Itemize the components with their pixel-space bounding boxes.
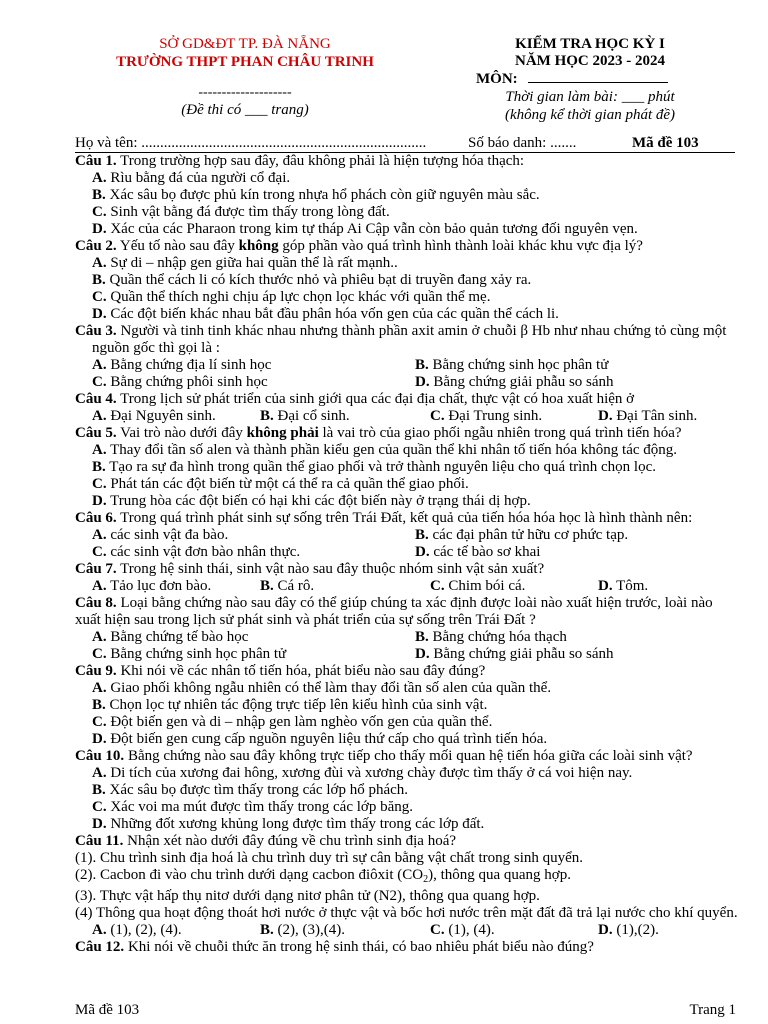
option-b [75,459,738,476]
question-text: Loại bằng chứng nào sau đây có thể giúp chúng ta xác định được loài nào xuất hiện trước, loài nào xuất hiện sau trong lịch sử phát sinh và phát triển của sự sống trên Trái Đất ? [75,595,713,628]
option-label: C. [430,922,445,938]
option-text: các đại phân tử hữu cơ phức tạp. [428,527,629,543]
option-text: Bằng chứng giải phẫu so sánh [429,374,614,390]
option-text: các sinh vật đơn bào nhân thực. [106,544,301,560]
statement-1: (1). Chu trình sinh địa hoá là chu trình duy trì sự cân bằng vật chất trong sinh quyển. [75,850,584,866]
option-d [75,731,738,748]
option-label: C. [92,646,107,662]
option-text: Trung hòa các đột biến có hại khi các đột biến này ở trạng thái dị hợp. [106,493,531,509]
question-11 [75,833,738,850]
option-label: C. [92,374,107,390]
statement-3: (3). Thực vật hấp thụ nitơ dưới dạng nitơ phân tử (N2), thông qua quang hợp. [75,888,540,904]
option-label: B. [92,272,106,288]
option-a [75,255,738,272]
option-text: Các đột biến khác nhau bắt đầu phân hóa vốn gen của các quần thể cách li. [106,306,559,322]
option-label: A. [92,680,107,696]
question-2 [75,238,738,255]
question-emphasis: không [238,238,279,254]
options-row [75,922,738,939]
option-text: Bằng chứng hóa thạch [428,629,567,645]
option-a [75,442,738,459]
footer-exam-code: Mã đề 103 [75,1002,140,1018]
option-a [75,680,738,697]
question-number: Câu 4. [75,391,117,407]
option-b [415,357,738,374]
question-1 [75,153,738,170]
option-a [92,578,260,595]
option-label: A. [92,408,107,424]
option-b [415,629,738,646]
option-label: D. [92,731,107,747]
question-number: Câu 2. [75,238,117,254]
question-text: Trong quá trình phát sinh sự sống trên Trái Đất, kết quả của tiến hóa hóa học là hình thành nên: [116,510,693,526]
option-c [430,408,598,425]
option-text: Rìu bằng đá của người cổ đại. [106,170,291,186]
option-label: A. [92,629,107,645]
option-b [260,408,430,425]
option-label: A. [92,255,107,271]
question-text: Vai trò nào dưới đây [116,425,247,441]
option-label: B. [260,578,274,594]
student-info [75,135,735,153]
question-number: Câu 1. [75,153,117,169]
question-7 [75,561,738,578]
statement-2 [75,867,738,888]
option-d [598,922,659,939]
school-year: NĂM HỌC 2023 - 2024 [515,53,665,69]
statement-4: (4) Thông qua hoạt động thoát hơi nước ở thực vật và bốc hơi nước trên mặt đất đã trả lại nước cho khí quyển. [75,905,738,921]
option-label: B. [92,697,106,713]
question-text: Trong lịch sử phát triển của sinh giới qua các đại địa chất, thực vật có hoa xuất hiện ở [116,391,635,407]
question-number: Câu 8. [75,595,117,611]
options-row [75,646,738,663]
option-text: Bằng chứng tế bào học [106,629,249,645]
option-b [75,782,738,799]
option-text: Bằng chứng sinh học phân tử [428,357,609,373]
question-text: Trong hệ sinh thái, sinh vật nào sau đây thuộc nhóm sinh vật sản xuất? [116,561,545,577]
option-label: B. [415,527,429,543]
option-b [75,272,738,289]
option-text: Bằng chứng giải phẫu so sánh [429,646,614,662]
statement-text: (2). Cacbon đi vào chu trình dưới dạng cacbon điôxit (CO [75,867,424,883]
option-a [75,170,738,187]
option-label: B. [260,408,274,424]
option-d [75,306,738,323]
option-b [415,527,738,544]
option-text: Cá rô. [273,578,315,594]
question-text: Khi nói về chuỗi thức ăn trong hệ sinh thái, có bao nhiêu phát biểu nào đúng? [124,939,594,955]
option-d [598,578,648,595]
option-label: C. [430,578,445,594]
question-number: Câu 9. [75,663,117,679]
question-text: Người và tinh tinh khác nhau nhưng thành phần axit amin ở chuỗi β Hb như nhau chứng tỏ cùng một nguồn gốc thì gọi là : [92,323,727,356]
option-label: D. [92,306,107,322]
option-label: C. [92,289,107,305]
options-row [75,357,738,374]
option-c [92,544,415,561]
pages-note: (Đề thi có ___ trang) [181,102,309,118]
candidate-number-field: Số báo danh: ....... [468,135,577,151]
question-text: Yếu tố nào sau đây [116,238,239,254]
option-label: D. [598,408,613,424]
question-text: là vai trò của giao phối ngẫu nhiên trong quá trình tiến hóa? [318,425,682,441]
school-name: TRƯỜNG THPT PHAN CHÂU TRINH [116,54,374,70]
time-note: Thời gian làm bài: ___ phút [505,89,675,105]
option-d [75,816,738,833]
student-name-field: Họ và tên: ............................................................................ [75,135,427,151]
options-row [75,629,738,646]
subject-line [470,70,710,88]
option-label: B. [260,922,274,938]
option-a [92,408,260,425]
options-row [75,527,738,544]
question-10 [75,748,738,765]
option-text: Đại Tân sinh. [612,408,698,424]
option-label: D. [598,578,613,594]
subject-label: MÔN: [476,71,518,87]
option-label: A. [92,442,107,458]
question-number: Câu 6. [75,510,117,526]
options-row [75,544,738,561]
question-number: Câu 12. [75,939,125,955]
option-text: Bằng chứng sinh học phân tử [106,646,287,662]
option-text: Chim bói cá. [444,578,526,594]
option-label: D. [415,374,430,390]
question-number: Câu 7. [75,561,117,577]
option-c [75,799,738,816]
option-label: A. [92,527,107,543]
question-number: Câu 11. [75,833,124,849]
option-text: Đột biến gen cung cấp nguồn nguyên liệu thứ cấp cho quá trình tiến hóa. [106,731,548,747]
question-8 [75,595,738,629]
subject-blank [528,70,668,83]
option-text: (2), (3),(4). [273,922,345,938]
option-text: Đại Trung sinh. [444,408,543,424]
option-c [430,922,598,939]
option-label: C. [92,799,107,815]
option-label: C. [92,714,107,730]
question-text: góp phần vào quá trình hình thành loài khác khu vực địa lý? [278,238,643,254]
option-text: Quần thể cách li có kích thước nhỏ và phiêu bạt di truyền đang xảy ra. [105,272,532,288]
option-text: Đại cổ sinh. [273,408,350,424]
option-d [75,493,738,510]
question-5 [75,425,738,442]
option-d [598,408,697,425]
statement-text: ), thông qua quang hợp. [428,867,571,883]
department-name: SỞ GD&ĐT TP. ĐÀ NẴNG [159,36,331,52]
option-d [415,544,738,561]
option-a [92,527,415,544]
question-4 [75,391,738,408]
options-row [75,408,738,425]
option-label: B. [92,782,106,798]
option-label: D. [598,922,613,938]
question-12 [75,939,738,956]
option-c [75,476,738,493]
option-text: Xác của các Pharaon trong kim tự tháp Ai Cập vẫn còn bảo quản tương đối nguyên vẹn. [106,221,638,237]
option-text: Tạo ra sự đa hình trong quần thể giao phối và trở thành nguyên liệu cho quá trình chọn lọc. [105,459,657,475]
option-a [92,922,260,939]
option-label: B. [415,357,429,373]
option-text: Xác sâu bọ được tìm thấy trong các lớp hổ phách. [105,782,409,798]
option-label: D. [92,816,107,832]
options-row [75,578,738,595]
option-label: A. [92,765,107,781]
option-text: Quần thể thích nghi chịu áp lực chọn lọc khác với quần thể mẹ. [106,289,491,305]
option-label: B. [415,629,429,645]
subscript: 2 [423,874,429,885]
option-d [415,646,738,663]
option-label: B. [92,187,106,203]
option-c [75,204,738,221]
option-d [75,221,738,238]
option-label: C. [92,476,107,492]
question-number: Câu 3. [75,323,117,339]
option-c [92,374,415,391]
option-c [75,714,738,731]
header-left [100,36,390,119]
option-text: Xác voi ma mút được tìm thấy trong các lớp băng. [106,799,414,815]
option-text: Thay đổi tần số alen và thành phần kiểu gen của quần thể khi nhân tố tiến hóa không tác động. [106,442,678,458]
option-label: A. [92,357,107,373]
question-3 [75,323,738,357]
option-text: Giao phối không ngẫu nhiên có thể làm thay đổi tần số alen của quần thể. [106,680,552,696]
option-label: A. [92,170,107,186]
option-a [92,629,415,646]
option-label: C. [430,408,445,424]
option-text: Sinh vật bằng đá được tìm thấy trong lòng đất. [106,204,390,220]
option-b [260,922,430,939]
option-text: Tảo lục đơn bào. [106,578,212,594]
option-text: (1), (2), (4). [106,922,182,938]
option-text: Xác sâu bọ được phủ kín trong nhựa hổ phách còn giữ nguyên màu sắc. [105,187,540,203]
option-label: D. [415,544,430,560]
option-label: A. [92,922,107,938]
option-label: D. [415,646,430,662]
exam-title: KIỂM TRA HỌC KỲ I [515,36,665,52]
option-text: các tế bào sơ khai [429,544,541,560]
question-text: Bằng chứng nào sau đây không trực tiếp cho thấy mối quan hệ tiến hóa giữa các loài sinh vật? [124,748,693,764]
question-number: Câu 5. [75,425,117,441]
option-text: Đại Nguyên sinh. [106,408,216,424]
footer-page-number: Trang 1 [689,1002,736,1018]
header-divider: -------------------- [198,85,292,100]
option-a [75,765,738,782]
question-list [75,153,738,956]
option-text: Sự di – nhập gen giữa hai quần thể là rất mạnh.. [106,255,398,271]
option-text: các sinh vật đa bào. [106,527,229,543]
option-text: (1),(2). [612,922,659,938]
option-label: A. [92,578,107,594]
header-right [470,36,710,124]
option-c [75,289,738,306]
option-b [260,578,430,595]
question-text: Trong trường hợp sau đây, đâu không phải là hiện tượng hóa thạch: [116,153,525,169]
option-label: D. [92,493,107,509]
exam-code: Mã đề 103 [632,135,699,151]
option-text: Những đốt xương khủng long được tìm thấy trong các lớp đất. [106,816,485,832]
option-b [75,187,738,204]
time-note-2: (không kể thời gian phát đề) [504,107,676,123]
option-c [430,578,598,595]
question-emphasis: không phải [246,425,319,441]
option-text: (1), (4). [444,922,495,938]
option-label: C. [92,544,107,560]
option-text: Đột biến gen và di – nhập gen làm nghèo vốn gen của quần thể. [106,714,493,730]
options-row [75,374,738,391]
option-label: B. [92,459,106,475]
question-text: Nhận xét nào dưới đây đúng về chu trình sinh địa hoá? [123,833,457,849]
question-9 [75,663,738,680]
option-label: D. [92,221,107,237]
option-text: Bằng chứng địa lí sinh học [106,357,272,373]
option-text: Tôm. [612,578,649,594]
option-d [415,374,738,391]
question-number: Câu 10. [75,748,125,764]
question-6 [75,510,738,527]
option-c [92,646,415,663]
option-b [75,697,738,714]
option-text: Bằng chứng phôi sinh học [106,374,268,390]
option-a [92,357,415,374]
option-text: Phát tán các đột biến từ một cá thể ra cả quần thể giao phối. [106,476,469,492]
option-text: Di tích của xương đai hông, xương đùi và xương chày được tìm thấy ở cá voi hiện nay. [106,765,633,781]
question-text: Khi nói về các nhân tố tiến hóa, phát biểu nào sau đây đúng? [116,663,486,679]
option-text: Chọn lọc tự nhiên tác động trực tiếp lên kiểu hình của sinh vật. [105,697,488,713]
option-label: C. [92,204,107,220]
